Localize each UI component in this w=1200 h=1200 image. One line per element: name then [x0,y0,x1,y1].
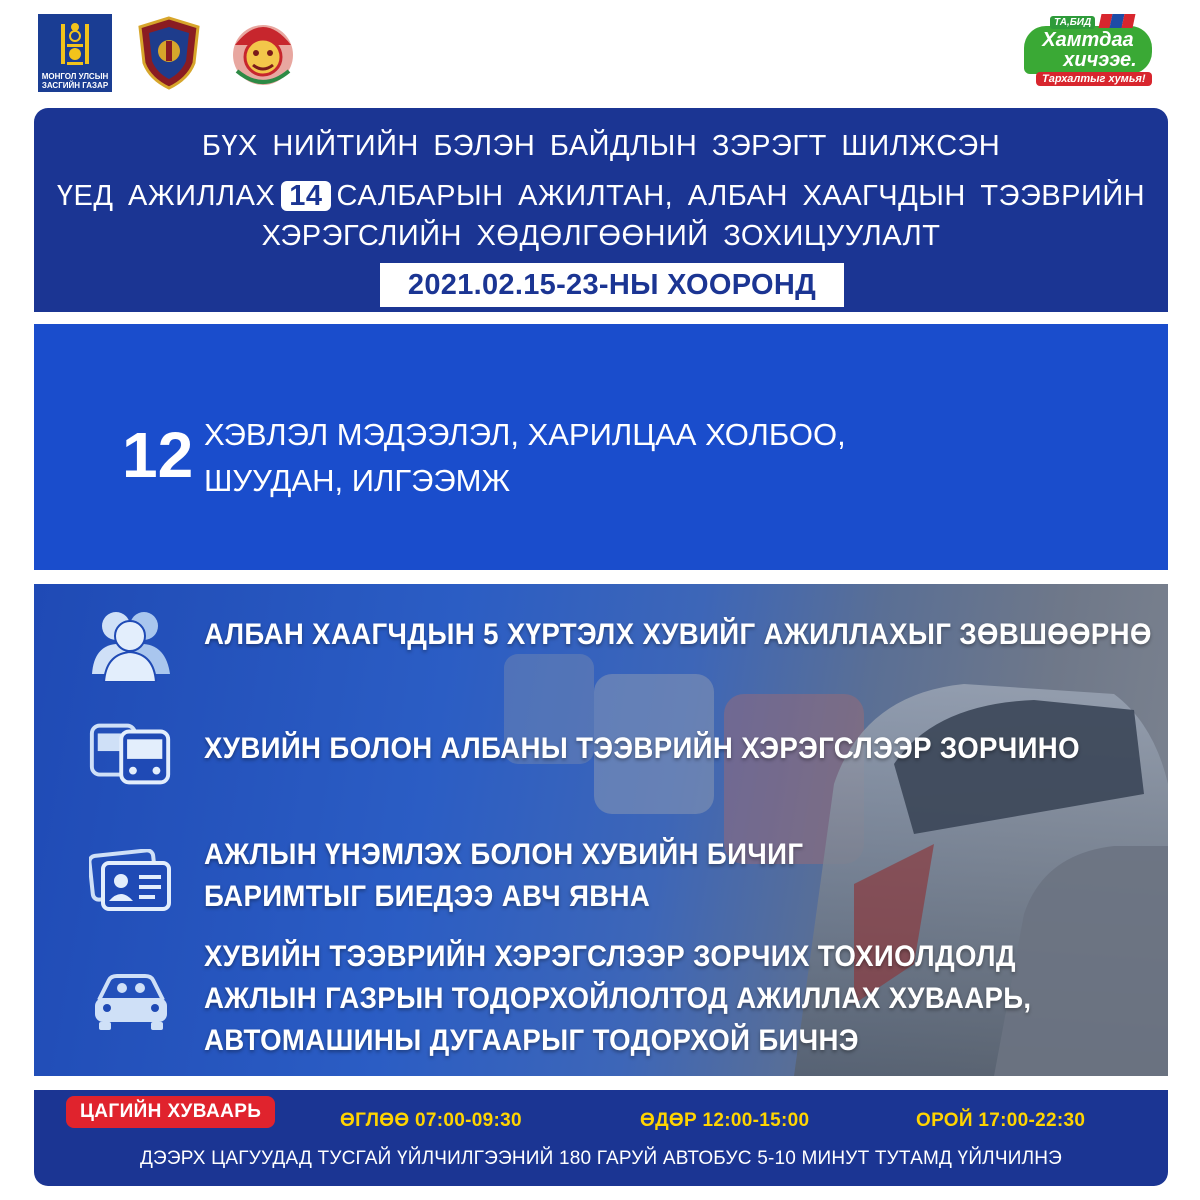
header-line2-after: САЛБАРЫН АЖИЛТАН, АЛБАН ХААГЧДЫН ТЭЭВРИЙН [336,180,1146,212]
rule-transport [34,706,1168,802]
sector-title [204,412,846,504]
rule-text-line: БАРИМТЫГ БИЕДЭЭ АВЧ ЯВНА [204,880,651,913]
rule-text-line: АЖЛЫН ҮНЭМЛЭХ БОЛОН ХУВИЙН БИЧИГ [204,838,804,871]
bus-icon [86,712,176,796]
campaign-main-line2: хичээе. [1063,49,1137,71]
car-passengers-icon [86,960,176,1044]
header-line2-before: ҮЕД АЖИЛЛАХ [56,180,276,212]
emergency-emblem [226,14,300,92]
logo-row [38,14,300,94]
rule-text-line: ХУВИЙН БОЛОН АЛБАНЫ ТЭЭВРИЙН ХЭРЭГСЛЭЭР ЗОРЧИНО [204,732,1080,765]
schedule-morning: ӨГЛӨӨ 07:00-09:30 [340,1110,522,1131]
people-icon [86,600,176,684]
rule-documents [34,830,1168,930]
campaign-main-line1: Хамтдаа [1042,29,1134,51]
schedule-evening: ОРОЙ 17:00-22:30 [916,1110,1086,1131]
rule-text-block [204,834,803,918]
header-line2 [34,180,1168,212]
header-panel [34,108,1168,312]
rule-text-block [204,936,1031,1062]
shield-icon [136,15,202,91]
rules-panel [34,584,1168,1076]
header-line1: БҮХ НИЙТИЙН БЭЛЭН БАЙДЛЫН ЗЭРЭГТ ШИЛЖСЭН [201,130,1001,162]
campaign-bubble [1024,26,1152,74]
id-card-icon [86,840,176,924]
government-logo [38,14,112,92]
sector-line2: ШУУДАН, ИЛГЭЭМЖ [204,463,511,498]
sector-line1: ХЭВЛЭЛ МЭДЭЭЛЭЛ, ХАРИЛЦАА ХОЛБОО, [204,417,846,452]
sector-number: 12 [122,419,194,491]
rule-text-line: АЖЛЫН ГАЗРЫН ТОДОРХОЙЛОЛТОД АЖИЛЛАХ ХУВААРЬ, [204,982,1032,1015]
rule-staff-limit [34,592,1168,688]
rule-private-vehicle [34,936,1168,1072]
schedule-afternoon: ӨДӨР 12:00-15:00 [640,1110,810,1131]
guardian-emblem-icon [227,15,299,91]
schedule-label: ЦАГИЙН ХУВААРЬ [66,1096,275,1128]
header-line3: ХЭРЭГСЛИЙН ХӨДӨЛГӨӨНИЙ ЗОХИЦУУЛАЛТ [261,220,941,252]
rule-text-line: ХУВИЙН ТЭЭВРИЙН ХЭРЭГСЛЭЭР ЗОРЧИХ ТОХИОЛДОЛД [204,940,1016,973]
government-text-line2: ЗАСГИЙН ГАЗАР [41,81,109,90]
soyombo-icon [55,18,95,70]
flag-icon [1099,14,1136,28]
schedule-note: ДЭЭРХ ЦАГУУДАД ТУСГАЙ ҮЙЛЧИЛГЭЭНИЙ 180 ГАРУЙ АВТОБУС 5-10 МИНУТ ТУТАМД ҮЙЛЧИЛНЭ [139,1148,1063,1169]
sector-count-badge: 14 [281,181,330,211]
rule-text-line: АВТОМАШИНЫ ДУГААРЫГ ТОДОРХОЙ БИЧНЭ [204,1024,859,1057]
sector-panel [34,324,1168,570]
schedule-panel [34,1090,1168,1186]
police-emblem [132,14,206,92]
campaign-top-label: ТА,БИД [1050,16,1095,29]
campaign-tagline: Тархалтыг хумья! [1036,72,1152,86]
date-range-badge: 2021.02.15-23-НЫ ХООРОНД [380,263,844,307]
campaign-logo [1024,14,1152,88]
rule-text-line: АЛБАН ХААГЧДЫН 5 ХҮРТЭЛХ ХУВИЙГ АЖИЛЛАХЫГ ЗӨВШӨӨРНӨ [204,618,1152,651]
government-text-line1: МОНГОЛ УЛСЫН [41,72,109,81]
